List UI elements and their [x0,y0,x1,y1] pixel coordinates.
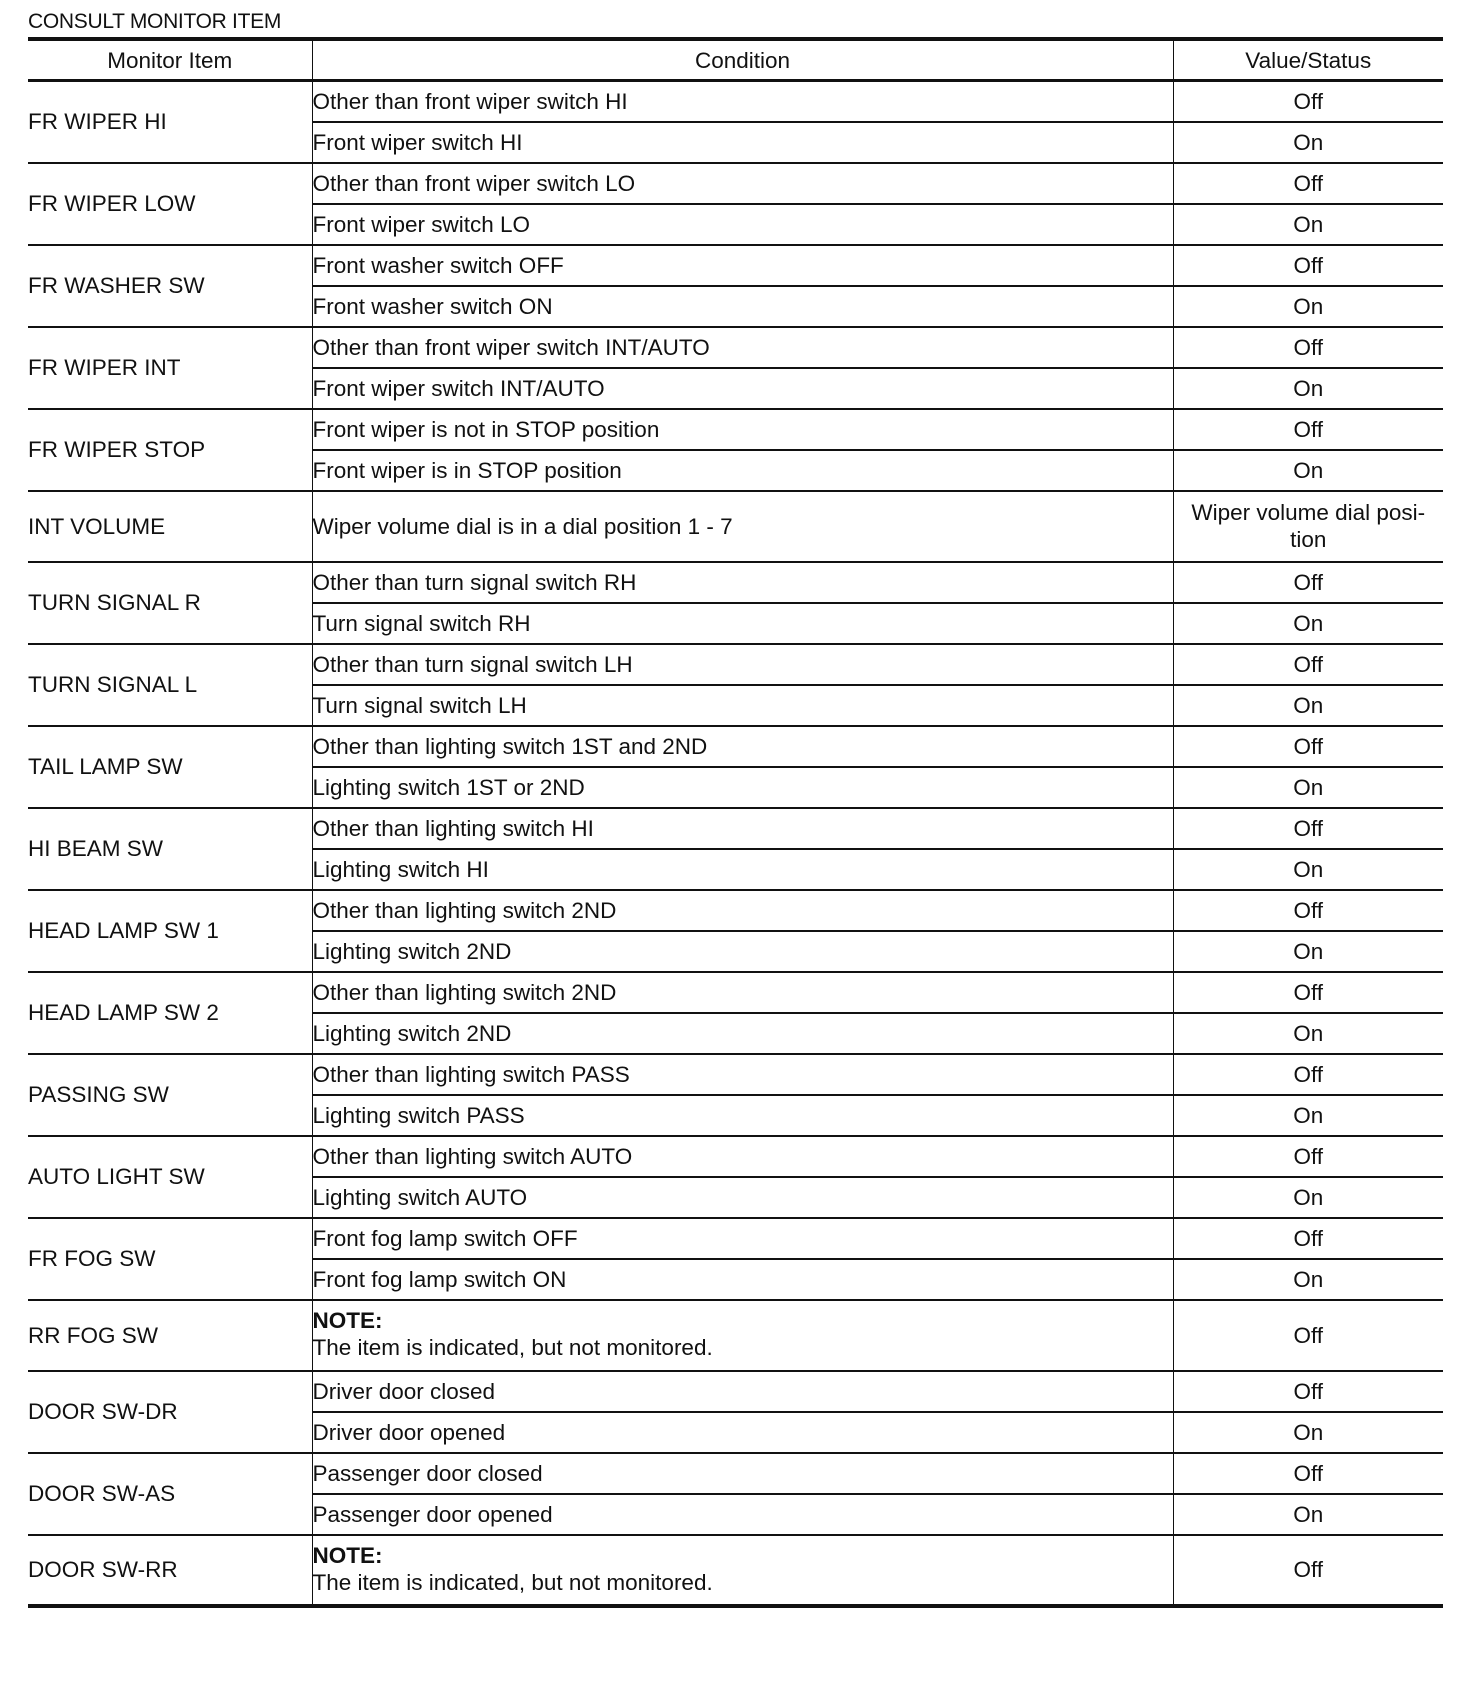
value-status-text: Off [1293,651,1324,677]
note-label: NOTE: [312,1308,383,1333]
value-status-cell [1173,1054,1443,1095]
value-status-text: On [1293,1266,1324,1292]
monitor-item-cell: RR FOG SW [28,1300,312,1371]
value-status-text: Off [1293,733,1324,759]
monitor-item-cell: HEAD LAMP SW 1 [28,890,312,972]
condition-cell [312,1535,1173,1606]
table-row [28,1218,1443,1259]
table-body [28,81,1443,1606]
value-status-text: Off [1293,569,1324,595]
table-row [28,81,1443,122]
value-status-text: Off [1293,1378,1324,1404]
condition-cell: Driver door closed [312,1371,1173,1412]
value-status-text: On [1293,1501,1324,1527]
table-row [28,808,1443,849]
condition-cell: Lighting switch AUTO [312,1177,1173,1218]
value-status-cell [1173,603,1443,644]
condition-cell: Front wiper switch HI [312,122,1173,163]
value-status-cell [1173,972,1443,1013]
value-status-text: Off [1293,1061,1324,1087]
value-status-cell [1173,767,1443,808]
condition-cell: Lighting switch PASS [312,1095,1173,1136]
value-status-text: On [1293,774,1324,800]
value-status-text: Off [1293,88,1324,114]
table-header-row [28,39,1443,81]
condition-cell: Lighting switch 1ST or 2ND [312,767,1173,808]
table-row [28,1371,1443,1412]
monitor-item-cell: HI BEAM SW [28,808,312,890]
condition-cell: Other than lighting switch HI [312,808,1173,849]
value-status-text: On [1293,938,1324,964]
value-status-cell [1173,1453,1443,1494]
condition-cell: Other than lighting switch PASS [312,1054,1173,1095]
value-status-text: Off [1293,252,1324,278]
value-status-text: Off [1293,416,1324,442]
value-status-cell [1173,1494,1443,1535]
condition-cell: Lighting switch HI [312,849,1173,890]
monitor-item-cell: FR WASHER SW [28,245,312,327]
condition-cell: Front wiper is in STOP position [312,450,1173,491]
condition-cell: Front washer switch ON [312,286,1173,327]
value-status-cell [1173,1218,1443,1259]
value-status-text: Off [1293,1460,1324,1486]
value-status-text: On [1293,1102,1324,1128]
value-status-text: On [1293,211,1324,237]
value-status-cell [1173,685,1443,726]
value-status-cell [1173,327,1443,368]
condition-cell: Other than front wiper switch INT/AUTO [312,327,1173,368]
monitor-item-cell: TURN SIGNAL L [28,644,312,726]
table-row [28,1535,1443,1606]
condition-cell: Other than front wiper switch LO [312,163,1173,204]
condition-cell: Other than front wiper switch HI [312,81,1173,122]
value-status-cell [1173,286,1443,327]
value-status-text: On [1293,610,1324,636]
table-row [28,163,1443,204]
monitor-item-cell: TAIL LAMP SW [28,726,312,808]
monitor-item-cell: HEAD LAMP SW 2 [28,972,312,1054]
value-status-cell [1173,726,1443,767]
condition-cell: Other than lighting switch 2ND [312,890,1173,931]
monitor-item-cell: FR WIPER HI [28,81,312,163]
note-text: The item is indicated, but not monitored. [312,1335,713,1360]
table-row [28,562,1443,603]
value-status-cell [1173,1300,1443,1371]
value-status-cell [1173,163,1443,204]
monitor-item-cell: INT VOLUME [28,491,312,562]
value-status-text: On [1293,375,1324,401]
condition-cell: Other than turn signal switch RH [312,562,1173,603]
condition-cell: Turn signal switch LH [312,685,1173,726]
condition-cell: Passenger door opened [312,1494,1173,1535]
table-caption: CONSULT MONITOR ITEM [28,10,282,33]
condition-cell: Other than turn signal switch LH [312,644,1173,685]
consult-monitor-table [28,37,1443,1608]
value-status-text: On [1293,293,1324,319]
value-status-cell [1173,1136,1443,1177]
table-row [28,245,1443,286]
value-status-cell [1173,1177,1443,1218]
value-status-cell [1173,808,1443,849]
table-row [28,327,1443,368]
value-status-text: On [1293,692,1324,718]
value-status-text: On [1293,1184,1324,1210]
value-status-cell [1173,491,1443,562]
condition-cell [312,1300,1173,1371]
condition-cell: Front wiper switch LO [312,204,1173,245]
table-row [28,491,1443,562]
condition-cell: Front washer switch OFF [312,245,1173,286]
value-status-text: Off [1293,170,1324,196]
value-status-cell [1173,1535,1443,1606]
table-row [28,972,1443,1013]
condition-cell: Turn signal switch RH [312,603,1173,644]
condition-cell: Other than lighting switch 1ST and 2ND [312,726,1173,767]
value-status-cell [1173,1259,1443,1300]
value-status-cell [1173,368,1443,409]
table-row [28,1054,1443,1095]
condition-cell: Passenger door closed [312,1453,1173,1494]
condition-cell: Lighting switch 2ND [312,931,1173,972]
condition-cell: Front fog lamp switch ON [312,1259,1173,1300]
monitor-item-cell: TURN SIGNAL R [28,562,312,644]
value-status-text: On [1293,856,1324,882]
value-status-text: On [1293,1020,1324,1046]
condition-cell: Other than lighting switch AUTO [312,1136,1173,1177]
value-status-text: Off [1293,815,1324,841]
value-status-text: Off [1293,1143,1324,1169]
value-status-text: Off [1293,979,1324,1005]
table-row [28,890,1443,931]
header-condition: Condition [312,39,1173,81]
note-text: The item is indicated, but not monitored. [312,1569,713,1595]
value-status-text: Wiper volume dial posi- tion [1191,500,1426,552]
value-status-cell [1173,1371,1443,1412]
monitor-item-cell: FR FOG SW [28,1218,312,1300]
value-status-cell [1173,849,1443,890]
value-status-cell [1173,1013,1443,1054]
value-status-text: On [1293,1419,1324,1445]
value-status-text: Off [1293,1322,1324,1348]
note-label: NOTE: [312,1542,383,1568]
value-status-cell [1173,409,1443,450]
condition-cell: Front wiper switch INT/AUTO [312,368,1173,409]
value-status-cell [1173,1095,1443,1136]
monitor-item-cell: AUTO LIGHT SW [28,1136,312,1218]
value-status-cell [1173,1412,1443,1453]
value-status-cell [1173,450,1443,491]
value-status-text: Off [1293,334,1324,360]
condition-cell: Wiper volume dial is in a dial position 1 - 7 [312,491,1173,562]
condition-cell: Other than lighting switch 2ND [312,972,1173,1013]
monitor-item-cell: FR WIPER INT [28,327,312,409]
table-row [28,1453,1443,1494]
value-status-cell [1173,122,1443,163]
value-status-cell [1173,931,1443,972]
monitor-item-cell: DOOR SW-RR [28,1535,312,1606]
header-value-status: Value/Status [1173,39,1443,81]
header-monitor-item: Monitor Item [28,39,312,81]
value-status-cell [1173,81,1443,122]
value-status-cell [1173,245,1443,286]
monitor-item-cell: FR WIPER STOP [28,409,312,491]
condition-cell: Lighting switch 2ND [312,1013,1173,1054]
value-status-cell [1173,644,1443,685]
table-row [28,1300,1443,1371]
value-status-cell [1173,562,1443,603]
condition-cell: Front fog lamp switch OFF [312,1218,1173,1259]
value-status-text: On [1293,129,1324,155]
monitor-item-cell: DOOR SW-DR [28,1371,312,1453]
value-status-cell [1173,890,1443,931]
table-row [28,1136,1443,1177]
value-status-text: Off [1293,897,1324,923]
value-status-text: On [1293,457,1324,483]
monitor-item-cell: DOOR SW-AS [28,1453,312,1535]
table-row [28,409,1443,450]
monitor-item-cell: FR WIPER LOW [28,163,312,245]
condition-cell: Front wiper is not in STOP position [312,409,1173,450]
condition-cell: Driver door opened [312,1412,1173,1453]
value-status-cell [1173,204,1443,245]
value-status-text: Off [1293,1557,1324,1582]
table-row [28,726,1443,767]
table-row [28,644,1443,685]
value-status-text: Off [1293,1225,1324,1251]
monitor-item-cell: PASSING SW [28,1054,312,1136]
